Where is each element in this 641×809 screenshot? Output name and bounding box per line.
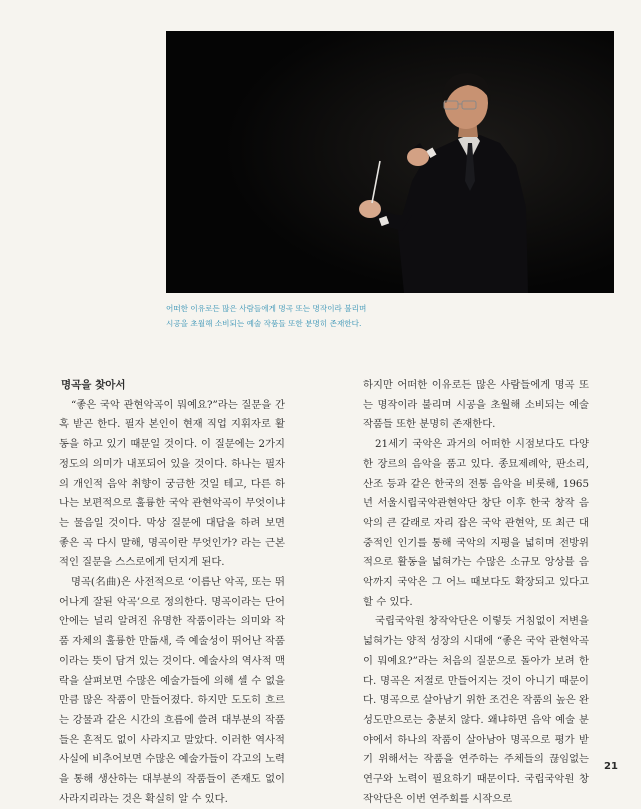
caption-line-1: 어떠한 이유로든 많은 사람들에게 명곡 또는 명작이라 불리며 — [166, 304, 367, 313]
right-paragraph-1: 하지만 어떠한 이유로든 많은 사람들에게 명곡 또는 명작이라 불리며 시공을 초월해 소비되는 예술 작품들 또한 분명히 존재한다. — [363, 379, 589, 431]
section-heading: 명곡을 찾아서 — [61, 379, 126, 391]
right-column — [363, 376, 589, 809]
conductor-illustration — [166, 31, 614, 293]
photo-caption — [166, 301, 466, 331]
conductor-photo — [166, 31, 614, 293]
left-paragraph-1: “좋은 국악 관현악곡이 뭐예요?”라는 질문을 간혹 받곤 한다. 필자 본인이 현재 직업 지휘자로 활동을 하고 있기 때문일 것이다. 이 질문에는 2가지 정도의 의미가 내포되어 있을 것이다. 하나는 필자의 개인적 음악 취향이 궁금한 것일 테고, 다른 하나는 보편적으로 훌륭한 국악 관현악곡이 무엇이냐는 물음일 것이다. 막상 질문에 대답을 하려 보면 좋은 곡 다시 말해, 명곡이란 무엇인가? 라는 근본적인 질문을 스스로에게 던지게 된다. — [59, 398, 285, 569]
right-paragraph-3: 국립국악원 창작악단은 이렇듯 거침없이 저변을 넓혀가는 양적 성장의 시대에 “좋은 국악 관현악곡이 뭐예요?”라는 처음의 질문으로 돌아가 보려 한다. 명곡은 저절로 만들어지는 것이 아니기 때문이다. 명곡으로 살아남기 위한 조건은 작품의 높은 완성도만으로는 충분치 않다. 왜냐하면 음악 예술 분야에서 하나의 작품이 살아남아 명곡으로 평가 받기 위해서는 작품을 연주하는 주체들의 끊임없는 연구와 노력이 필요하기 때문이다. 국립국악원 창작악단은 이번 연주회를 시작으로 — [363, 615, 589, 805]
left-paragraph-2: 명곡(名曲)은 사전적으로 ‘이름난 악곡, 또는 뛰어나게 잘된 악곡’으로 정의한다. 명곡이라는 단어 안에는 널리 알려진 유명한 작품이라는 의미와 작품 자체의 훌륭한 만듦새, 즉 예술성이 뛰어난 작품이라는 뜻이 담겨 있는 것이다. 예술사의 역사적 맥락을 살펴보면 수많은 예술가들에 의해 셀 수 없을 만큼 많은 작품이 만들어졌다. 하지만 도도히 흐르는 강물과 같은 시간의 흐름에 쓸려 대부분의 작품들은 흔적도 없이 사라지고 말았다. 이러한 역사적 사실에 비추어보면 수많은 예술가들이 각고의 노력을 통해 생산하는 대부분의 작품들이 존재도 없이 사라지리라는 것은 확실히 알 수 있다. — [59, 576, 285, 805]
page-number: 21 — [604, 761, 618, 772]
right-paragraph-2: 21세기 국악은 과거의 어떠한 시점보다도 다양한 장르의 음악을 품고 있다. 종묘제례악, 판소리, 산조 등과 같은 한국의 전통 음악을 비롯해, 1965년 서울시립국악관현악단 창단 이후 한국 창작 음악의 큰 갈래로 자리 잡은 국악 관현악, 또 최근 대중적인 인기를 통해 국악의 지평을 넓히며 전방위적으로 활동을 넓혀가는 수많은 소규모 앙상블 음악까지 국악은 그 어느 때보다도 확장되고 있다고 할 수 있다. — [363, 438, 589, 608]
left-column — [59, 376, 285, 809]
caption-line-2: 시공을 초월해 소비되는 예술 작품들 또한 분명히 존재한다. — [166, 319, 362, 328]
